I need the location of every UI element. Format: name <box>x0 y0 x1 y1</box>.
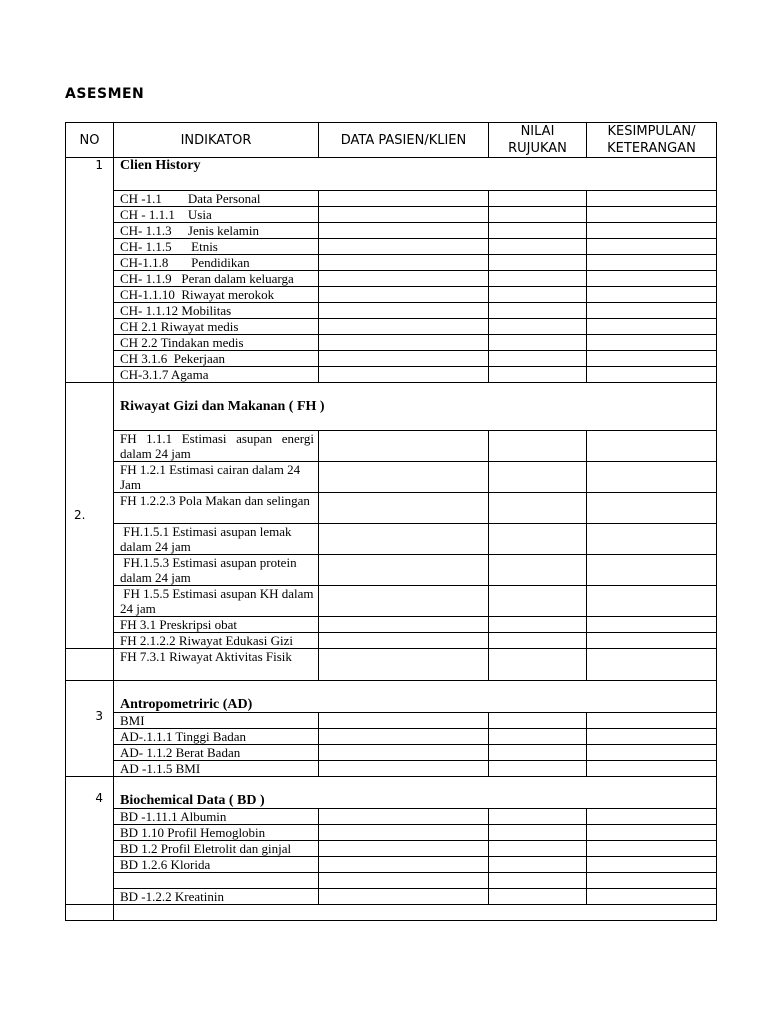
table-row <box>66 825 717 841</box>
kesimpulan-cell[interactable] <box>587 873 717 889</box>
kesimpulan-cell[interactable] <box>587 191 717 207</box>
data-cell[interactable] <box>319 335 489 351</box>
data-cell[interactable] <box>319 223 489 239</box>
table-row <box>66 555 717 586</box>
indicator-cell: FH.1.5.3 Estimasi asupan protein dalam 24 jam <box>114 555 319 586</box>
indicator-cell: CH-3.1.7 Agama <box>114 367 319 383</box>
data-cell[interactable] <box>319 825 489 841</box>
data-cell[interactable] <box>319 617 489 633</box>
nilai-cell[interactable] <box>489 729 587 745</box>
kesimpulan-cell[interactable] <box>587 713 717 729</box>
indicator-cell: FH 3.1 Preskripsi obat <box>114 617 319 633</box>
empty-no-cell <box>66 649 114 681</box>
indicator-cell: FH 7.3.1 Riwayat Aktivitas Fisik <box>114 649 319 681</box>
section-number: 1 <box>66 158 114 383</box>
nilai-cell[interactable] <box>489 351 587 367</box>
data-cell[interactable] <box>319 555 489 586</box>
section-title: Riwayat Gizi dan Makanan ( FH ) <box>114 383 717 431</box>
section-title: Clien History <box>114 158 717 191</box>
kesimpulan-cell[interactable] <box>587 351 717 367</box>
nilai-cell[interactable] <box>489 287 587 303</box>
section-title: Biochemical Data ( BD ) <box>114 777 717 809</box>
nilai-cell[interactable] <box>489 873 587 889</box>
data-cell[interactable] <box>319 841 489 857</box>
data-cell[interactable] <box>319 857 489 873</box>
kesimpulan-cell[interactable] <box>587 586 717 617</box>
section-row <box>66 777 717 809</box>
kesimpulan-cell[interactable] <box>587 223 717 239</box>
data-cell[interactable] <box>319 729 489 745</box>
kesimpulan-cell[interactable] <box>587 493 717 524</box>
kesimpulan-cell[interactable] <box>587 303 717 319</box>
indicator-cell: AD -1.1.5 BMI <box>114 761 319 777</box>
nilai-cell[interactable] <box>489 809 587 825</box>
table-row <box>66 745 717 761</box>
indicator-cell: CH-1.1.10 Riwayat merokok <box>114 287 319 303</box>
header-row <box>66 123 717 158</box>
indicator-cell: CH- 1.1.9 Peran dalam keluarga <box>114 271 319 287</box>
indicator-cell: AD- 1.1.2 Berat Badan <box>114 745 319 761</box>
indicator-cell: FH 1.2.1 Estimasi cairan dalam 24 Jam <box>114 462 319 493</box>
kesimpulan-cell[interactable] <box>587 745 717 761</box>
data-cell[interactable] <box>319 809 489 825</box>
indicator-cell: CH - 1.1.1 Usia <box>114 207 319 223</box>
data-cell[interactable] <box>319 586 489 617</box>
nilai-cell[interactable] <box>489 271 587 287</box>
kesimpulan-cell[interactable] <box>587 555 717 586</box>
table-row <box>66 239 717 255</box>
section-title: Antropometriric (AD) <box>114 681 717 713</box>
kesimpulan-cell[interactable] <box>587 729 717 745</box>
nilai-cell[interactable] <box>489 524 587 555</box>
empty-no-cell <box>66 905 114 921</box>
kesimpulan-cell[interactable] <box>587 255 717 271</box>
table-row <box>66 889 717 905</box>
kesimpulan-cell[interactable] <box>587 889 717 905</box>
nilai-cell[interactable] <box>489 889 587 905</box>
data-cell[interactable] <box>319 761 489 777</box>
data-cell[interactable] <box>319 367 489 383</box>
data-cell[interactable] <box>319 431 489 462</box>
indicator-cell: CH 2.2 Tindakan medis <box>114 335 319 351</box>
kesimpulan-cell[interactable] <box>587 239 717 255</box>
kesimpulan-cell[interactable] <box>587 367 717 383</box>
table-row <box>66 617 717 633</box>
kesimpulan-cell[interactable] <box>587 287 717 303</box>
section-number: 4 <box>66 777 114 905</box>
kesimpulan-cell[interactable] <box>587 809 717 825</box>
indicator-cell: FH.1.5.1 Estimasi asupan lemak dalam 24 jam <box>114 524 319 555</box>
table-row <box>66 335 717 351</box>
indicator-cell: FH 2.1.2.2 Riwayat Edukasi Gizi <box>114 633 319 649</box>
kesimpulan-cell[interactable] <box>587 649 717 681</box>
indicator-cell: CH 2.1 Riwayat medis <box>114 319 319 335</box>
nilai-cell[interactable] <box>489 649 587 681</box>
data-cell[interactable] <box>319 239 489 255</box>
nilai-cell[interactable] <box>489 713 587 729</box>
table-row <box>66 633 717 649</box>
section-number: 2. <box>66 383 114 649</box>
indicator-cell: CH-1.1.8 Pendidikan <box>114 255 319 271</box>
assessment-table <box>65 122 717 921</box>
indicator-cell: BD -1.2.2 Kreatinin <box>114 889 319 905</box>
data-cell[interactable] <box>319 633 489 649</box>
nilai-cell[interactable] <box>489 745 587 761</box>
table-row <box>66 462 717 493</box>
kesimpulan-cell[interactable] <box>587 524 717 555</box>
data-cell[interactable] <box>319 319 489 335</box>
table-row <box>66 761 717 777</box>
data-cell[interactable] <box>319 462 489 493</box>
header-no: NO <box>66 123 114 158</box>
section-number: 3 <box>66 681 114 777</box>
table-row <box>66 905 717 921</box>
nilai-cell[interactable] <box>489 857 587 873</box>
data-cell[interactable] <box>319 287 489 303</box>
table-row <box>66 271 717 287</box>
nilai-cell[interactable] <box>489 761 587 777</box>
table-row <box>66 287 717 303</box>
header-data-pasien: DATA PASIEN/KLIEN <box>319 123 489 158</box>
table-row <box>66 431 717 462</box>
indicator-cell: FH 1.2.2.3 Pola Makan dan selingan <box>114 493 319 524</box>
data-cell[interactable] <box>319 649 489 681</box>
nilai-cell[interactable] <box>489 319 587 335</box>
kesimpulan-cell[interactable] <box>587 335 717 351</box>
document-title: ASESMEN <box>65 86 145 102</box>
data-cell[interactable] <box>319 351 489 367</box>
table-row <box>66 873 717 889</box>
section-row <box>66 681 717 713</box>
indicator-cell: CH 3.1.6 Pekerjaan <box>114 351 319 367</box>
nilai-cell[interactable] <box>489 555 587 586</box>
nilai-cell[interactable] <box>489 207 587 223</box>
data-cell[interactable] <box>319 524 489 555</box>
indicator-cell: FH 1.5.5 Estimasi asupan KH dalam 24 jam <box>114 586 319 617</box>
kesimpulan-cell[interactable] <box>587 462 717 493</box>
table-row <box>66 586 717 617</box>
table-row <box>66 649 717 681</box>
indicator-cell: BD 1.2 Profil Eletrolit dan ginjal <box>114 841 319 857</box>
data-cell[interactable] <box>319 745 489 761</box>
nilai-cell[interactable] <box>489 367 587 383</box>
kesimpulan-cell[interactable] <box>587 633 717 649</box>
nilai-cell[interactable] <box>489 462 587 493</box>
indicator-cell: AD-.1.1.1 Tinggi Badan <box>114 729 319 745</box>
data-cell[interactable] <box>319 255 489 271</box>
data-cell[interactable] <box>319 191 489 207</box>
nilai-cell[interactable] <box>489 223 587 239</box>
table-row <box>66 367 717 383</box>
kesimpulan-cell[interactable] <box>587 207 717 223</box>
data-cell[interactable] <box>319 889 489 905</box>
data-cell[interactable] <box>319 207 489 223</box>
kesimpulan-cell[interactable] <box>587 319 717 335</box>
table-row <box>66 207 717 223</box>
indicator-cell: FH 1.1.1 Estimasi asupan energi dalam 24 jam <box>114 431 319 462</box>
section-row <box>66 383 717 431</box>
table-row <box>66 319 717 335</box>
nilai-cell[interactable] <box>489 586 587 617</box>
kesimpulan-cell[interactable] <box>587 825 717 841</box>
nilai-cell[interactable] <box>489 335 587 351</box>
indicator-cell: BMI <box>114 713 319 729</box>
nilai-cell[interactable] <box>489 431 587 462</box>
nilai-cell[interactable] <box>489 303 587 319</box>
nilai-cell[interactable] <box>489 633 587 649</box>
table-row <box>66 255 717 271</box>
table-row <box>66 841 717 857</box>
data-cell[interactable] <box>319 271 489 287</box>
table-row <box>66 729 717 745</box>
nilai-cell[interactable] <box>489 493 587 524</box>
header-kesimpulan: KESIMPULAN/ KETERANGAN <box>587 123 717 158</box>
indicator-cell <box>114 873 319 889</box>
table-row <box>66 191 717 207</box>
nilai-cell[interactable] <box>489 255 587 271</box>
table-row <box>66 524 717 555</box>
section-row <box>66 158 717 191</box>
table-row <box>66 493 717 524</box>
kesimpulan-cell[interactable] <box>587 841 717 857</box>
kesimpulan-cell[interactable] <box>587 617 717 633</box>
table-row <box>66 223 717 239</box>
nilai-cell[interactable] <box>489 191 587 207</box>
empty-cell[interactable] <box>114 905 717 921</box>
table-row <box>66 857 717 873</box>
nilai-cell[interactable] <box>489 841 587 857</box>
kesimpulan-cell[interactable] <box>587 271 717 287</box>
table-row <box>66 809 717 825</box>
nilai-cell[interactable] <box>489 825 587 841</box>
data-cell[interactable] <box>319 873 489 889</box>
table-row <box>66 351 717 367</box>
header-nilai-rujukan: NILAI RUJUKAN <box>489 123 587 158</box>
indicator-cell: CH -1.1 Data Personal <box>114 191 319 207</box>
kesimpulan-cell[interactable] <box>587 431 717 462</box>
data-cell[interactable] <box>319 493 489 524</box>
indicator-cell: CH- 1.1.5 Etnis <box>114 239 319 255</box>
indicator-cell: CH- 1.1.12 Mobilitas <box>114 303 319 319</box>
nilai-cell[interactable] <box>489 239 587 255</box>
indicator-cell: CH- 1.1.3 Jenis kelamin <box>114 223 319 239</box>
indicator-cell: BD -1.11.1 Albumin <box>114 809 319 825</box>
indicator-cell: BD 1.10 Profil Hemoglobin <box>114 825 319 841</box>
kesimpulan-cell[interactable] <box>587 761 717 777</box>
indicator-cell: BD 1.2.6 Klorida <box>114 857 319 873</box>
nilai-cell[interactable] <box>489 617 587 633</box>
header-indikator: INDIKATOR <box>114 123 319 158</box>
table-row <box>66 713 717 729</box>
data-cell[interactable] <box>319 303 489 319</box>
kesimpulan-cell[interactable] <box>587 857 717 873</box>
data-cell[interactable] <box>319 713 489 729</box>
table-row <box>66 303 717 319</box>
